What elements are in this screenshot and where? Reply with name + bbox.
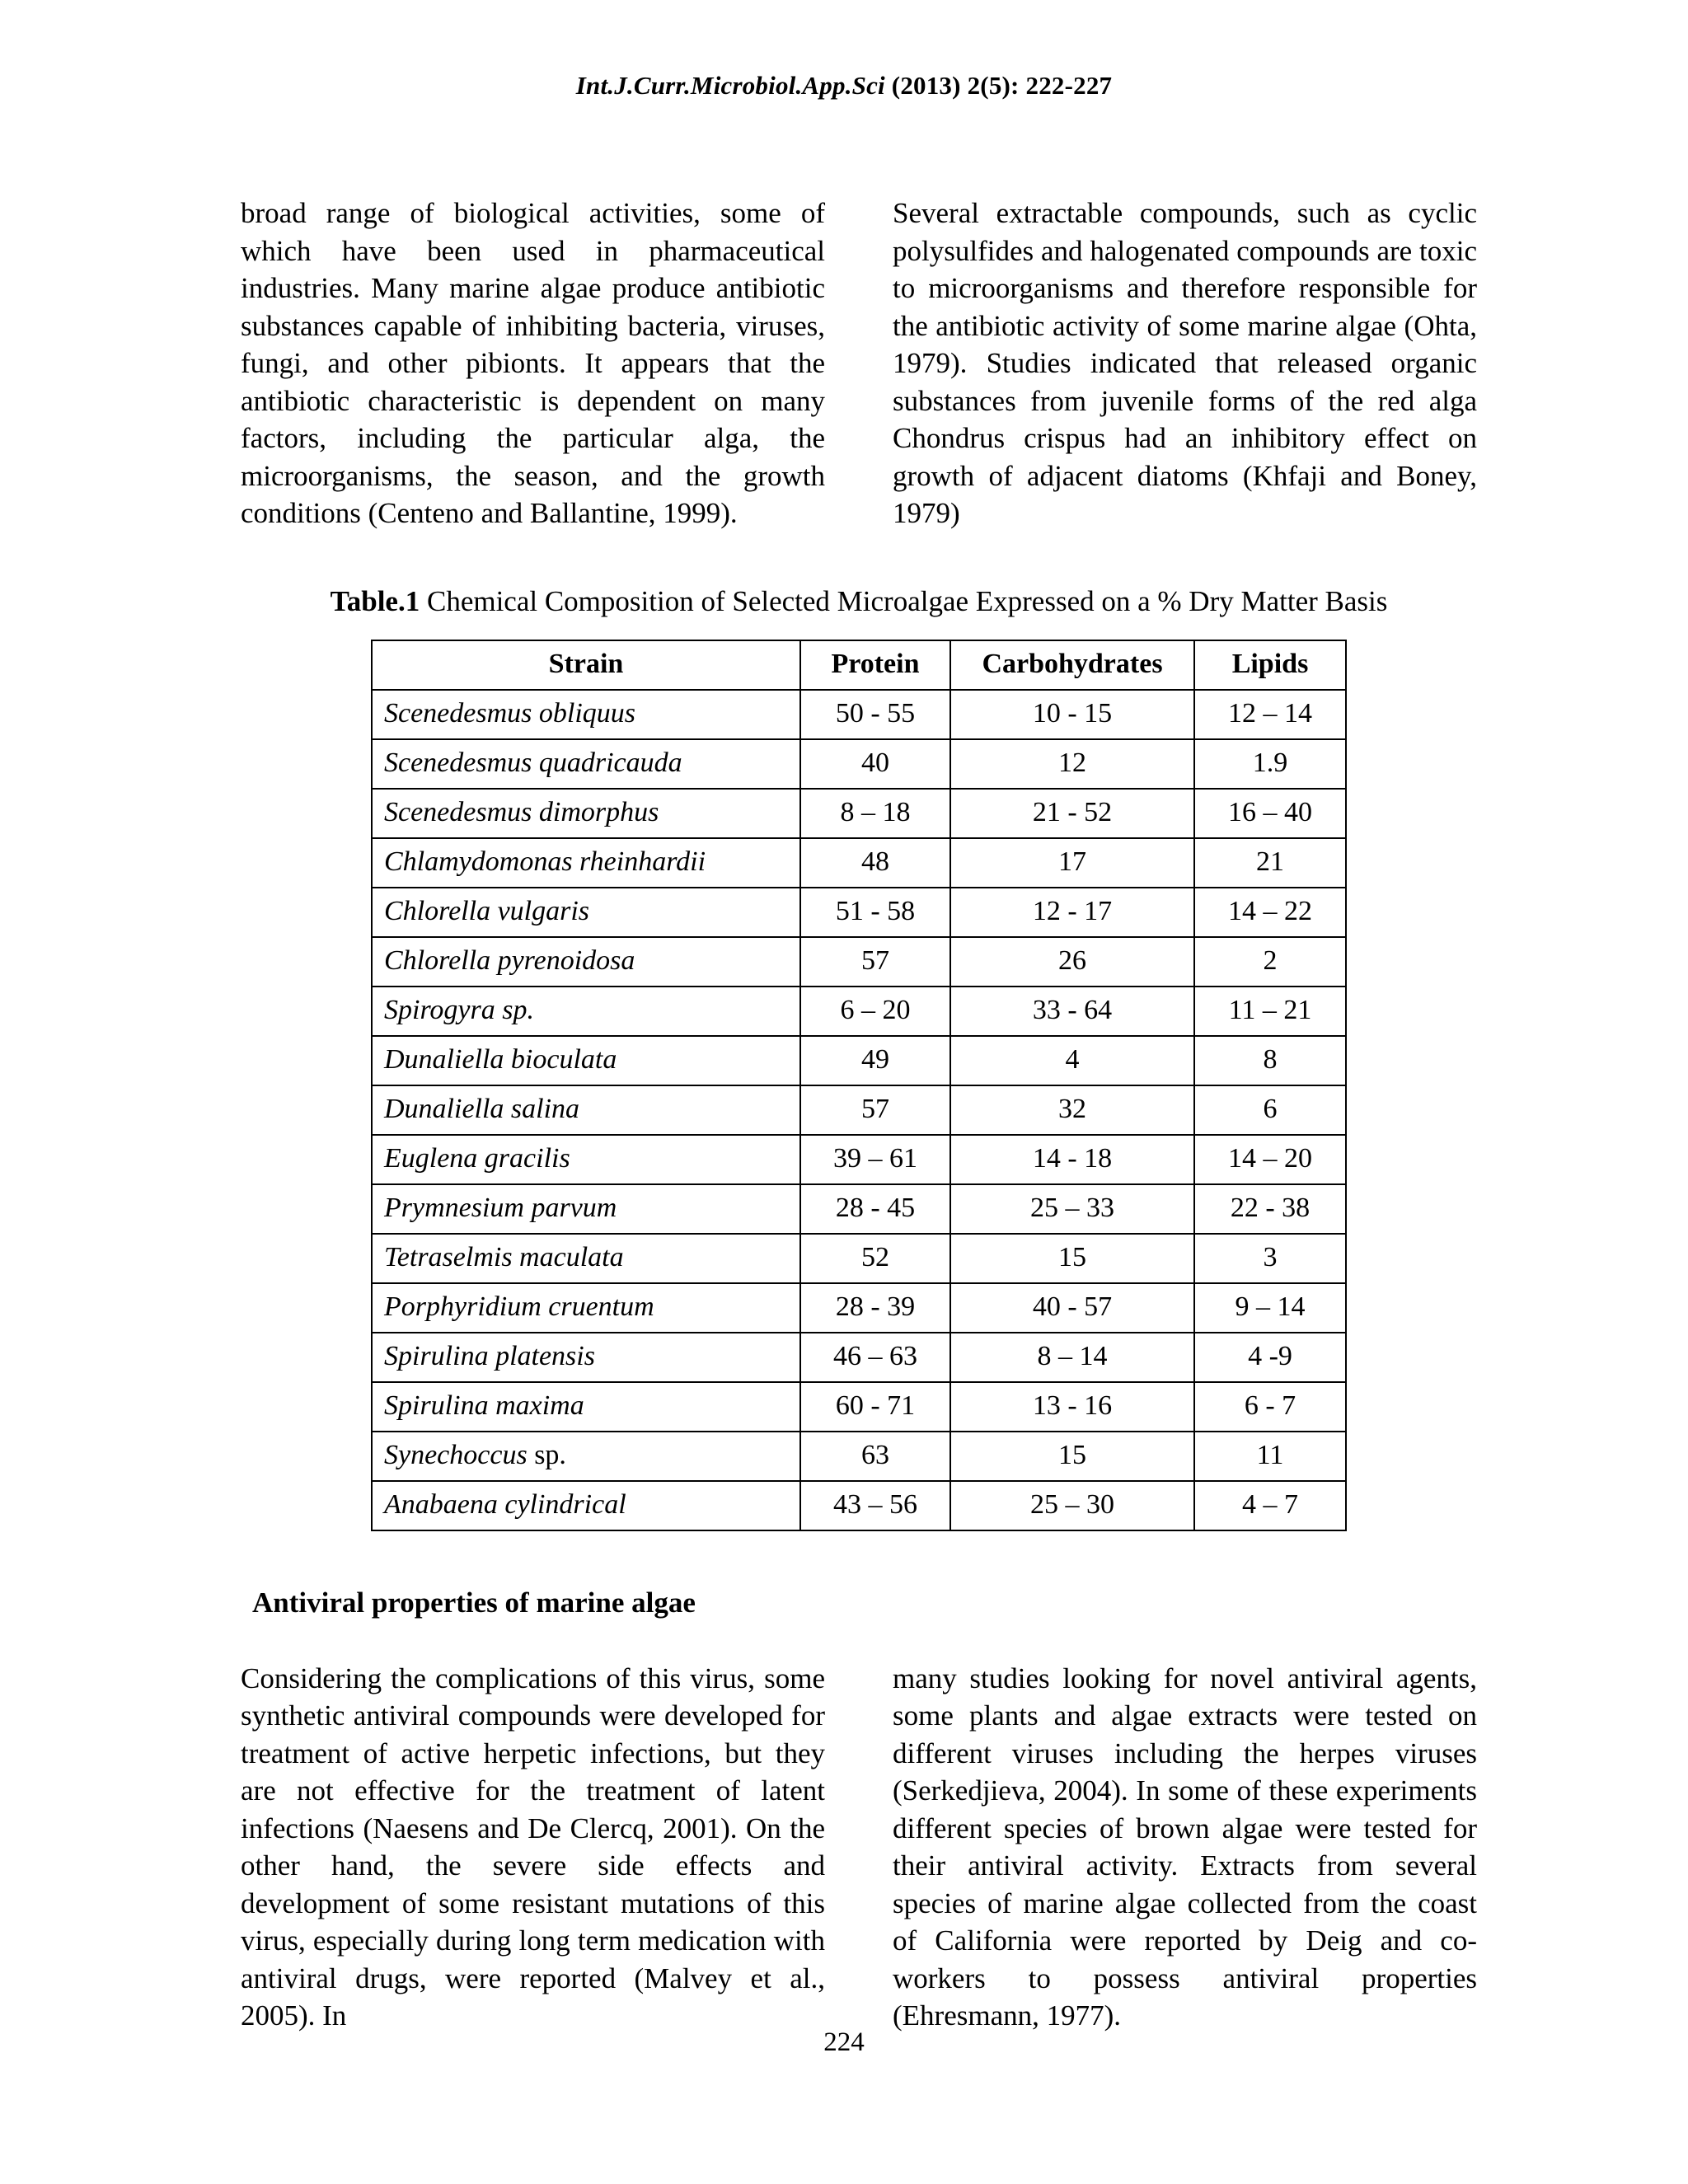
cell-protein: 52	[800, 1234, 950, 1283]
cell-strain: Scenedesmus quadricauda	[372, 739, 800, 789]
cell-strain: Chlamydomonas rheinhardii	[372, 838, 800, 888]
cell-strain: Tetraselmis maculata	[372, 1234, 800, 1283]
section-heading-antiviral: Antiviral properties of marine algae	[252, 1586, 696, 1619]
cell-protein: 39 – 61	[800, 1135, 950, 1184]
top-two-column-block	[241, 194, 1477, 532]
cell-carbohydrates: 13 - 16	[950, 1382, 1194, 1432]
cell-carbohydrates: 15	[950, 1234, 1194, 1283]
cell-protein: 57	[800, 1085, 950, 1135]
table-row	[372, 1283, 1346, 1333]
cell-protein: 6 – 20	[800, 987, 950, 1036]
cell-carbohydrates: 40 - 57	[950, 1283, 1194, 1333]
cell-lipids: 1.9	[1194, 739, 1346, 789]
cell-strain: Prymnesium parvum	[372, 1184, 800, 1234]
cell-lipids: 14 – 22	[1194, 888, 1346, 937]
cell-lipids: 6 - 7	[1194, 1382, 1346, 1432]
cell-carbohydrates: 15	[950, 1432, 1194, 1481]
table-row	[372, 1036, 1346, 1085]
cell-lipids: 6	[1194, 1085, 1346, 1135]
cell-carbohydrates: 25 – 33	[950, 1184, 1194, 1234]
table-body	[372, 690, 1346, 1530]
table-header-row	[372, 640, 1346, 690]
cell-lipids: 2	[1194, 937, 1346, 987]
paragraph-top-right: Several extractable compounds, such as cyclic polysulfides and halogenated compounds are toxic to microorganisms and therefore responsible for the antibiotic activity of some marine algae (Ohta, 1979). Studies indicated that released organic substances from juvenile forms of the red alga Chondrus crispus had an inhibitory effect on growth of adjacent diatoms (Khfaji and Boney, 1979)	[893, 197, 1477, 529]
cell-carbohydrates: 8 – 14	[950, 1333, 1194, 1382]
table-container	[241, 640, 1477, 1531]
chemical-composition-table	[371, 640, 1347, 1531]
cell-lipids: 22 - 38	[1194, 1184, 1346, 1234]
column-header-strain: Strain	[372, 640, 800, 690]
cell-lipids: 12 – 14	[1194, 690, 1346, 739]
cell-strain: Scenedesmus obliquus	[372, 690, 800, 739]
table-row	[372, 888, 1346, 937]
cell-carbohydrates: 21 - 52	[950, 789, 1194, 838]
cell-protein: 50 - 55	[800, 690, 950, 739]
table-row	[372, 690, 1346, 739]
table-row	[372, 739, 1346, 789]
table-caption	[241, 583, 1477, 620]
cell-lipids: 8	[1194, 1036, 1346, 1085]
paragraph-top-left: broad range of biological activities, some of which have been used in pharmaceutical industries. Many marine algae produce antibiotic substances capable of inhibiting bacteria, viruses, fungi, and other pibionts. It appears that the antibiotic characteristic is dependent on many factors, including the particular alga, the microorganisms, the season, and the growth conditions (Centeno and Ballantine, 1999).	[241, 197, 825, 529]
cell-carbohydrates: 10 - 15	[950, 690, 1194, 739]
bottom-two-column-block	[241, 1660, 1477, 2035]
running-head-issue: (2013) 2(5): 222-227	[884, 71, 1113, 100]
cell-protein: 46 – 63	[800, 1333, 950, 1382]
column-header-carbohydrates: Carbohydrates	[950, 640, 1194, 690]
cell-strain: Synechoccus sp.	[372, 1432, 800, 1481]
cell-protein: 49	[800, 1036, 950, 1085]
cell-carbohydrates: 32	[950, 1085, 1194, 1135]
table-row	[372, 1234, 1346, 1283]
cell-strain: Spirulina maxima	[372, 1382, 800, 1432]
table-row	[372, 1481, 1346, 1530]
cell-strain: Anabaena cylindrical	[372, 1481, 800, 1530]
table-row	[372, 789, 1346, 838]
cell-protein: 57	[800, 937, 950, 987]
paragraph-bottom-left: Considering the complications of this virus, some synthetic antiviral compounds were developed for treatment of active herpetic infections, but they are not effective for the treatment of latent infections (Naesens and De Clercq, 2001). On the other hand, the severe side effects and development of some resistant mutations of this virus, especially during long term medication with antiviral drugs, were reported (Malvey et al., 2005). In	[241, 1661, 825, 2032]
cell-lipids: 14 – 20	[1194, 1135, 1346, 1184]
running-head	[0, 71, 1688, 101]
table-row	[372, 1333, 1346, 1382]
cell-strain: Dunaliella bioculata	[372, 1036, 800, 1085]
table-caption-label: Table.1	[330, 584, 420, 617]
cell-protein: 48	[800, 838, 950, 888]
table-row	[372, 1184, 1346, 1234]
cell-lipids: 4 -9	[1194, 1333, 1346, 1382]
cell-carbohydrates: 33 - 64	[950, 987, 1194, 1036]
top-right-column	[893, 194, 1477, 532]
cell-lipids: 11	[1194, 1432, 1346, 1481]
cell-protein: 63	[800, 1432, 950, 1481]
cell-strain-suffix: sp.	[527, 1439, 566, 1470]
cell-protein: 28 - 39	[800, 1283, 950, 1333]
cell-protein: 28 - 45	[800, 1184, 950, 1234]
cell-strain: Spirulina platensis	[372, 1333, 800, 1382]
table-head	[372, 640, 1346, 690]
cell-lipids: 3	[1194, 1234, 1346, 1283]
cell-strain: Chlorella vulgaris	[372, 888, 800, 937]
table-caption-text: Chemical Composition of Selected Microalgae Expressed on a % Dry Matter Basis	[420, 584, 1388, 617]
cell-strain: Spirogyra sp.	[372, 987, 800, 1036]
column-header-protein: Protein	[800, 640, 950, 690]
page-content	[241, 194, 1477, 2035]
table-row	[372, 1432, 1346, 1481]
cell-strain: Porphyridium cruentum	[372, 1283, 800, 1333]
table-row	[372, 838, 1346, 888]
page-number: 224	[823, 2027, 865, 2057]
table-row	[372, 987, 1346, 1036]
cell-carbohydrates: 26	[950, 937, 1194, 987]
cell-strain: Chlorella pyrenoidosa	[372, 937, 800, 987]
column-header-lipids: Lipids	[1194, 640, 1346, 690]
cell-protein: 51 - 58	[800, 888, 950, 937]
cell-lipids: 4 – 7	[1194, 1481, 1346, 1530]
table-row	[372, 1382, 1346, 1432]
cell-protein: 43 – 56	[800, 1481, 950, 1530]
cell-protein: 60 - 71	[800, 1382, 950, 1432]
cell-strain: Scenedesmus dimorphus	[372, 789, 800, 838]
top-left-column	[241, 194, 825, 532]
bottom-right-column	[893, 1660, 1477, 2035]
cell-lipids: 9 – 14	[1194, 1283, 1346, 1333]
cell-protein: 40	[800, 739, 950, 789]
cell-carbohydrates: 17	[950, 838, 1194, 888]
cell-carbohydrates: 25 – 30	[950, 1481, 1194, 1530]
table-row	[372, 1085, 1346, 1135]
table-row	[372, 1135, 1346, 1184]
bottom-left-column	[241, 1660, 825, 2035]
cell-carbohydrates: 14 - 18	[950, 1135, 1194, 1184]
cell-lipids: 16 – 40	[1194, 789, 1346, 838]
running-head-journal: Int.J.Curr.Microbiol.App.Sci	[575, 71, 885, 100]
cell-carbohydrates: 12	[950, 739, 1194, 789]
cell-strain: Euglena gracilis	[372, 1135, 800, 1184]
cell-strain: Dunaliella salina	[372, 1085, 800, 1135]
table-row	[372, 937, 1346, 987]
cell-carbohydrates: 12 - 17	[950, 888, 1194, 937]
paragraph-bottom-right: many studies looking for novel antiviral agents, some plants and algae extracts were tested on different viruses including the herpes viruses (Serkedjieva, 2004). In some of these experiments different species of brown algae were tested for their antiviral activity. Extracts from several species of marine algae collected from the coast of California were reported by Deig and co-workers to possess antiviral properties (Ehresmann, 1977).	[893, 1661, 1477, 2032]
cell-lipids: 11 – 21	[1194, 987, 1346, 1036]
cell-lipids: 21	[1194, 838, 1346, 888]
cell-protein: 8 – 18	[800, 789, 950, 838]
cell-carbohydrates: 4	[950, 1036, 1194, 1085]
